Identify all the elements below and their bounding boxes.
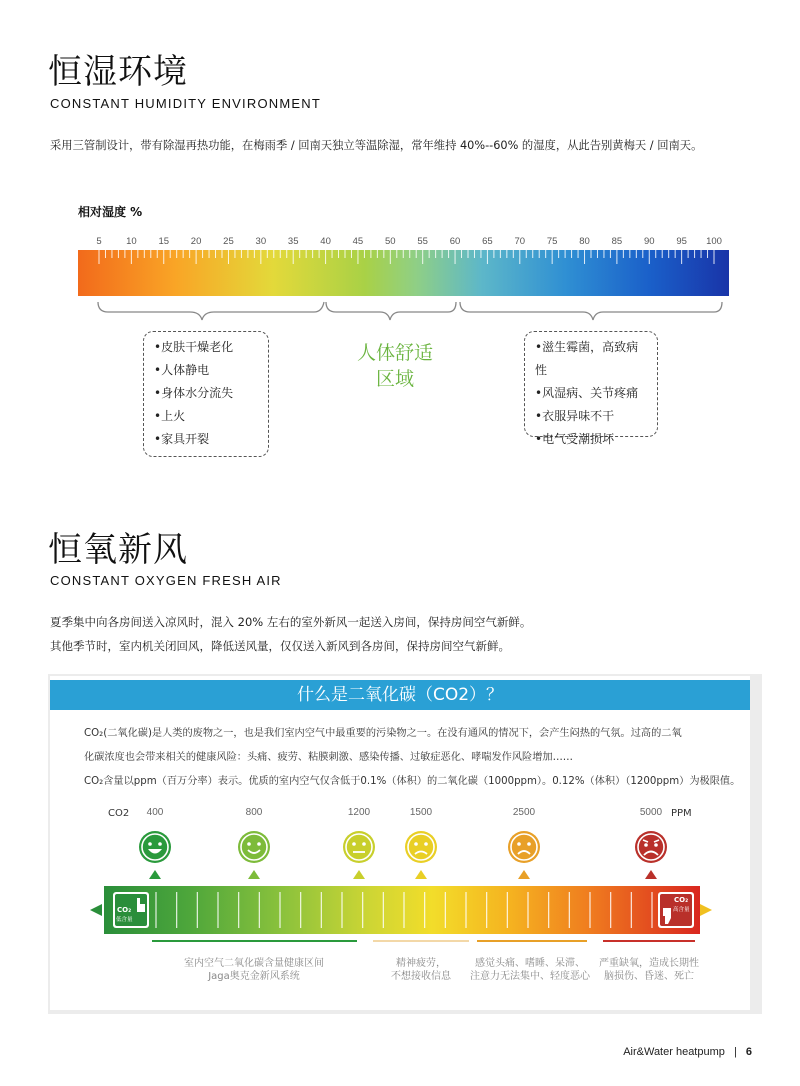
badge-right-sub: 高含量: [673, 907, 690, 913]
fresh-air-line1: 夏季集中向各房间送入凉风时，混入 20% 左右的室外新风一起送入房间，保持房间空气新鲜。: [50, 615, 532, 629]
legend-line-fatigue: [373, 940, 469, 942]
comfort-line: 人体舒适: [356, 342, 433, 364]
badge-left-label: CO₂: [117, 906, 132, 914]
co2-axis-label: CO2: [108, 808, 130, 819]
humidity-bar-ticks: [78, 250, 729, 296]
co2-text-3: CO₂含量以ppm（百万分率）表示。优质的室内空气仅含低于0.1%（体积）的二氧化碳（1000ppm）。0.12%（体积）（1200ppm）为极限值。: [84, 776, 741, 787]
humidity-tick-label: 15: [158, 236, 170, 247]
humidity-tick-label: 65: [482, 236, 493, 247]
high-item: •衣服异味不干: [535, 409, 615, 423]
high-item: •电气受潮损坏: [535, 432, 615, 446]
badge-left-sub: 低含量: [116, 917, 133, 923]
co2-level-value: 400: [146, 807, 164, 818]
right-arrow-icon: [700, 904, 712, 916]
footer-separator: |: [733, 1046, 737, 1058]
humidity-gradient-bar: [78, 250, 729, 296]
low-item: •身体水分流失: [154, 386, 234, 400]
brace-low: [98, 302, 324, 320]
comfort-line: 区域: [375, 368, 414, 390]
sad-face-icon: [403, 829, 439, 865]
humidity-tick-label: 20: [190, 236, 202, 247]
badge-right-label: CO₂: [674, 896, 689, 904]
humidity-tick-label: 40: [320, 236, 331, 247]
co2-level-value: 800: [245, 807, 263, 818]
page-footer: [623, 1046, 752, 1058]
neutral-face-icon: [341, 829, 377, 865]
brace-comfort: [326, 302, 456, 320]
legend-text-line: 不想接收信息: [391, 971, 451, 982]
level-pointer: [415, 870, 427, 879]
smile-face-icon: [236, 829, 272, 865]
humidity-tick-label: 70: [514, 236, 526, 247]
humidity-tick-label: 100: [706, 236, 722, 247]
level-pointer: [248, 870, 260, 879]
humidity-tick-label: 95: [676, 236, 687, 247]
legend-headache: [462, 957, 598, 983]
legend-danger: [595, 957, 703, 983]
co2-gradient-bar: [104, 886, 700, 934]
humidity-tick-label: 30: [255, 236, 267, 247]
legend-text-line: 室内空气二氧化碳含量健康区间: [184, 958, 324, 969]
legend-text-line: 脑损伤、昏迷、死亡: [604, 971, 694, 982]
legend-text-line: 精神疲劳，: [396, 958, 446, 969]
page-number: 6: [745, 1046, 752, 1058]
humidity-tick-label: 80: [579, 236, 590, 247]
low-item: •上火: [154, 409, 186, 423]
low-item: •人体静电: [154, 363, 210, 377]
humidity-tick-label: 85: [611, 236, 623, 247]
humidity-tick-label: 45: [352, 236, 364, 247]
co2-text-1: CO₂(二氧化碳)是人类的废物之一，也是我们室内空气中最重要的污染物之一。在没有通风的情况下，会产生闷热的气氛。过高的二氧: [84, 728, 682, 739]
humidity-title: 恒湿环境: [48, 52, 188, 92]
low-item: •家具开裂: [154, 432, 210, 446]
humidity-tick-label: 25: [223, 236, 234, 247]
left-arrow-icon: [90, 904, 102, 916]
co2-panel-header: 什么是二氧化碳（CO2）？: [50, 680, 750, 710]
humidity-tick-label: 50: [385, 236, 396, 247]
co2-level-value: 1200: [347, 807, 371, 818]
brace-high: [460, 302, 722, 320]
humidity-subtitle: CONSTANT HUMIDITY ENVIRONMENT: [50, 96, 321, 111]
co2-text-2: 化碳浓度也会带来相关的健康风险：头痛、疲劳、粘膜刺激、感染传播、过敏症恶化、哮喘发作风险增加……: [84, 752, 573, 763]
thumbs-down-icon: [658, 892, 694, 928]
thumbs-up-icon: [113, 892, 149, 928]
legend-text-line: 注意力无法集中、轻度恶心: [470, 971, 590, 982]
high-item: •风湿病、关节疼痛: [535, 386, 639, 400]
humidity-tick-label: 75: [546, 236, 558, 247]
level-pointer: [518, 870, 530, 879]
legend-text-line: 感觉头痛、嗜睡、呆滞、: [475, 958, 585, 969]
legend-fatigue: [376, 957, 466, 983]
footer-brand: Air&Water heatpump: [623, 1046, 725, 1058]
co2-level-value: 5000: [639, 807, 663, 818]
humidity-tick-label: 35: [287, 236, 299, 247]
humidity-tick-label: 10: [126, 236, 137, 247]
ppm-axis-label: PPM: [671, 808, 692, 819]
legend-text-line: Jaga奥克金新风系统: [208, 971, 300, 982]
low-humidity-box: [143, 331, 269, 457]
level-pointer: [645, 870, 657, 879]
legend-line-healthy: [152, 940, 357, 942]
level-pointer: [149, 870, 161, 879]
comfort-zone-label: [331, 340, 459, 392]
fresh-air-line2: 其他季节时，室内机关闭回风，降低送风量，仅仅送入新风到各房间，保持房间空气新鲜。: [50, 639, 510, 653]
co2-level-value: 1500: [409, 807, 433, 818]
legend-healthy: [170, 957, 338, 983]
fresh-air-subtitle: CONSTANT OXYGEN FRESH AIR: [50, 573, 282, 588]
co2-bar-ticks: [104, 886, 700, 934]
happy-face-icon: [137, 829, 173, 865]
sad-face-icon: [506, 829, 542, 865]
co2-level-value: 2500: [512, 807, 536, 818]
legend-line-danger: [603, 940, 695, 942]
humidity-tick-label: 55: [417, 236, 428, 247]
high-humidity-box: [524, 331, 658, 446]
low-item: •皮肤干燥老化: [154, 340, 234, 354]
humidity-braces: [78, 300, 729, 324]
humidity-tick-label: 90: [643, 236, 655, 247]
fresh-air-title: 恒氧新风: [48, 530, 188, 570]
humidity-tick-label: 60: [449, 236, 461, 247]
humidity-description: 采用三管制设计，带有除湿再热功能，在梅雨季 / 回南天独立等温除湿，常年维持 40%--60% 的湿度，从此告别黄梅天 / 回南天。: [50, 139, 703, 152]
very-sad-face-icon: [633, 829, 669, 865]
humidity-tick-label: 5: [96, 236, 102, 247]
high-item: •滋生霉菌，高致病性: [535, 340, 639, 377]
legend-line-headache: [477, 940, 587, 942]
legend-text-line: 严重缺氧，造成长期性: [599, 958, 699, 969]
humidity-scale-title: 相对湿度 %: [78, 205, 143, 219]
level-pointer: [353, 870, 365, 879]
